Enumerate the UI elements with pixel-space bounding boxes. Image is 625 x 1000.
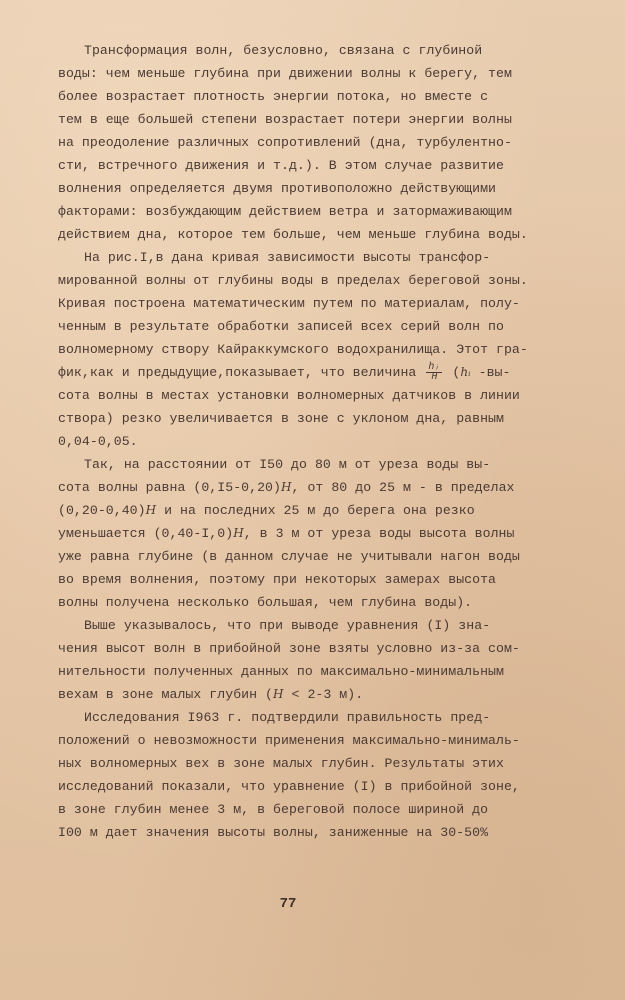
text-segment: < 2-3 м). <box>283 687 364 702</box>
text-line: факторами: возбуждающим действием ветра и затормаживающим <box>58 204 512 219</box>
text-line: Выше указывалось, что при выводе уравнения (I) зна- <box>84 618 491 633</box>
text-line: сти, встречного движения и т.д.). В этом случае развитие <box>58 158 504 173</box>
text-line: на преодоление различных сопротивлений (дна, турбулентно- <box>58 135 512 150</box>
text-line: сота волны в местах установки волномерных датчиков в линии <box>58 388 520 403</box>
text-segment: ( <box>452 365 461 380</box>
text-line: волномерному створу Кайраккумского водохранилища. Этот гра- <box>58 342 528 357</box>
ratio-numerator: hᵢ <box>428 362 441 374</box>
text-segment: уменьшается (0,40-I,0) <box>58 526 234 541</box>
text-line: чения высот волн в прибойной зоне взяты условно из-за сом- <box>58 641 520 656</box>
text-line <box>58 362 511 384</box>
symbol-H: H <box>233 526 244 540</box>
text-line <box>58 523 515 544</box>
page-number: 77 <box>279 896 297 912</box>
text-line: На рис.I,в дана кривая зависимости высоты трансфор- <box>84 250 491 265</box>
text-line: в зоне глубин менее 3 м, в береговой полосе шириной до <box>58 802 489 817</box>
text-line: положений о невозможности применения максимально-минималь- <box>58 733 520 748</box>
text-segment: , в 3 м от уреза воды высота волны <box>243 526 515 541</box>
text-line: ченным в результате обработки записей всех серий волн по <box>58 319 504 334</box>
text-line: тем в еще большей степени возрастает потери энергии волны <box>58 112 512 127</box>
text-line: Так, на расстоянии от I50 до 80 м от уреза воды вы- <box>84 457 491 472</box>
text-line: створа) резко увеличивается в зоне с уклоном дна, равным <box>58 411 504 426</box>
text-segment: и на последних 25 м до берега она резко <box>156 503 475 518</box>
text-segment: (0,20-0,40) <box>58 503 146 518</box>
symbol-H: H <box>281 480 292 494</box>
text-line: во время волнения, поэтому при некоторых замерах высота <box>58 572 497 587</box>
symbol-H: H <box>145 503 157 517</box>
text-line: волнения определяется двумя противоположно действующими <box>58 181 497 196</box>
text-segment: сота волны равна (0,I5-0,20) <box>58 480 281 495</box>
text-line: Трансформация волн, безусловно, связана с глубиной <box>84 43 483 58</box>
text-segment: , от 80 до 25 м - в пределах <box>291 480 515 495</box>
text-line: ных волномерных вех в зоне малых глубин. Результаты этих <box>58 756 504 771</box>
text-line <box>58 477 515 498</box>
text-line: действием дна, которое тем больше, чем меньше глубина воды. <box>58 227 528 242</box>
text-line: нительности полученных данных по максимально-минимальным <box>58 664 504 679</box>
text-line: волны получена несколько большая, чем глубина воды). <box>58 595 473 610</box>
text-line: более возрастает плотность энергии потока, но вместе с <box>58 89 489 104</box>
symbol-h: hᵢ <box>460 365 471 379</box>
text-line: Кривая построена математическим путем по материалам, полу- <box>58 296 520 311</box>
text-segment: -вы- <box>470 365 511 380</box>
text-line <box>58 684 498 705</box>
text-line: воды: чем меньше глубина при движении волны к берегу, тем <box>58 66 512 81</box>
ratio-denominator: H <box>431 372 438 384</box>
text-line: уже равна глубине (в данном случае не учитывали нагон воды <box>58 549 520 564</box>
wave-height-ratio <box>426 363 442 382</box>
text-line: исследований показали, что уравнение (I) в прибойной зоне, <box>58 779 520 794</box>
text-segment: вехам в зоне малых глубин ( <box>58 687 274 702</box>
text-line: Исследования I963 г. подтвердили правильность пред- <box>84 710 491 725</box>
symbol-H: H <box>273 687 284 701</box>
text-line <box>58 500 498 521</box>
text-line: I00 м дает значения высоты волны, заниженные на 30-50% <box>58 825 489 840</box>
text-line: мированной волны от глубины воды в пределах береговой зоны. <box>58 273 528 288</box>
text-line: 0,04-0,05. <box>58 434 138 449</box>
text-segment: фик,как и предыдущие,показывает, что величина <box>58 365 417 380</box>
